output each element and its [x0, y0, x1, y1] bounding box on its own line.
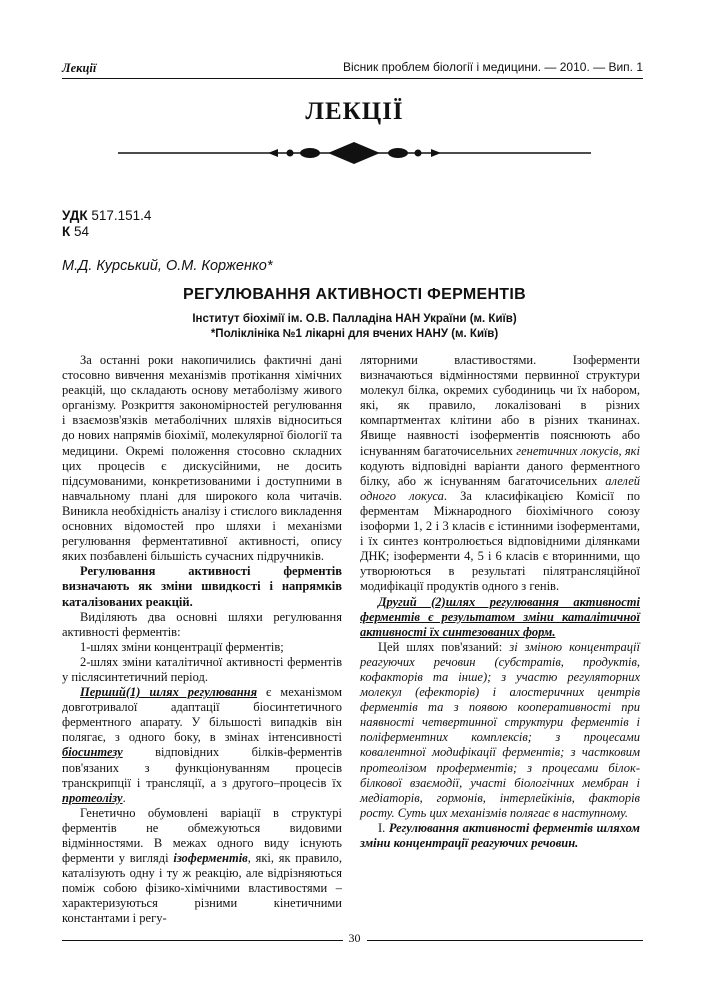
emphasis: генетичних локусів, які [516, 443, 641, 458]
paragraph [360, 353, 640, 595]
running-header-journal: Вісник проблем біології і медицини. — 2010. — Вип. 1 [342, 60, 643, 74]
emphasis: Другий (2)шлях регулювання активності ферментів є результатом зміни каталітичної активності їх синтезованих форм. [360, 594, 640, 639]
emphasis: зі зміною концентрації реагуючих речовин (субстратів, продуктів, кофакторів та інше); з участю регуляторних молекул (ефекторів) і алостеричних центрів ферментів та з появою кооперативності при наявності четвертинної структури ферментів і поліферментних комплексів; з процесами ковалентної модифікації ферментів; з частковим протеолізом проферментів; з процесами білок-білкової взаємодії, участі біологічних мембран і медіаторів, гормонів, інтерлейкінів, факторів росту. Суть цих механізмів полягає в наступному. [360, 639, 640, 820]
text-run: відповідних білків-ферментів пов'язаних з функціонуванням процесів транскрипції і трансляції, а з другого–процесів їх [62, 745, 342, 790]
right-column [360, 353, 640, 851]
text-run: . За класифікацією Комісії по ферментам Міжнародного біохімічного союзу ізоформи 1, 2 і 3 класів є істинними ізоферментами, і їх синтез контролюється відповідними ділянками ДНК; ізоферменти 4, 5 і 6 класів є вторинними, що утворюються в результаті пілятрансляційної модифікації продуктів одного з генів. [360, 488, 640, 594]
text-run: І. [378, 820, 389, 835]
text-run: ляторними властивостями. Ізоферменти визначаються відмінностями первинної структури молекул білка, окремих субодиниць чи їх набором, які, як правило, локалізовані в різних компартментах клітини або в різних тканинах. Явище наявності ізоферментів пояснюють або існуванням багаточисельних [360, 353, 640, 458]
paragraph-definition [360, 595, 640, 640]
emphasis: біосинтезу [62, 745, 123, 760]
text-run: Генетично обумовлені варіації в структурі ферментів не обмежуються видовими відмінностями. В межах одного виду існують ферменти у вигляді [62, 805, 342, 866]
emphasis: ізоферментів [173, 851, 248, 866]
text-run: Цей шлях пов'язаний: [378, 639, 510, 654]
emphasis: Перший(1) шлях регулювання [80, 685, 258, 700]
emphasis: алелей одного локуса [360, 473, 640, 503]
text-run: кодують відповідні варіанти даного ферментного білку, або ж існуванням багаточисельних [360, 458, 640, 488]
paragraph [62, 806, 342, 927]
page-number [0, 931, 709, 946]
text-run: є механізмом довготривалої адаптації біосинтетичного ферментного апарату. У більшості випадків він полягає, з одного боку, в змінах інтенсивності [62, 685, 342, 745]
text-run: , які, як правило, каталізують одну і ту ж реакцію, але відрізняються поміж собою фізико-хімічними властивостями – характеризуються різними кінетичними константами і регу- [62, 851, 342, 926]
paragraph-definition [62, 564, 342, 609]
running-header-section: Лекції [62, 61, 97, 75]
paragraph-heading [360, 821, 640, 851]
paragraph [62, 685, 342, 806]
left-column [62, 353, 342, 927]
emphasis: Регулювання активності ферментів шляхом зміни концентрації реагуючих речовин. [360, 820, 640, 850]
k-value: 54 [74, 224, 90, 239]
article-title: РЕГУЛЮВАННЯ АКТИВНОСТІ ФЕРМЕНТІВ [183, 286, 526, 303]
section-title: ЛЕКЦІЇ [305, 98, 404, 125]
udk-label: УДК [62, 208, 88, 223]
header-rule [62, 78, 643, 79]
emphasis: протеолізу [62, 790, 123, 805]
list-item: 1-шлях зміни концентрації ферментів; [80, 639, 284, 654]
list-item: 2-шлях зміни каталітичної активності ферментів у післясинтетичний період. [62, 654, 342, 684]
affiliation-2: *Поліклініка №1 лікарні для вчених НАНУ (м. Київ) [210, 328, 499, 340]
authors: М.Д. Курський, О.М. Корженко* [62, 258, 273, 274]
paragraph: За останні роки накопичились фактичні дані стосовно вивчення механізмів протікання хімічних реакцій, що складають основу метаболізму живого організму. Розкриття закономірностей регулювання і взаємозв'язків метаболічних шляхів відноситься до нових напрямів біохімії, молекулярної біології та медицини. Окремі положення стосовно складних цих процесів є дискусійними, не досить підсумованими, конкретизованими і доступними в навчальному плані для широкого кола читачів. Виникла необхідність аналізу і стислого викладення основних відомостей про шляхи і механізми регулювання ферментативної активності, опису яких позбавлені більшість сучасних підручників. [62, 353, 342, 564]
k-label: К [62, 224, 71, 239]
ornament-divider [118, 140, 591, 166]
page-number-text: 30 [343, 931, 367, 945]
affiliation-1: Інститут біохімії ім. О.В. Палладіна НАН України (м. Київ) [192, 313, 517, 325]
definition-text: Регулювання активності ферментів визначають як зміни швидкості і напрямків каталізованих реакцій. [62, 564, 342, 609]
udk-value: 517.151.4 [91, 208, 152, 223]
paragraph: Виділяють два основні шляхи регулювання активності ферментів: [62, 609, 342, 639]
paragraph [360, 640, 640, 821]
text-run: . [122, 790, 126, 805]
udk-block [62, 208, 151, 240]
